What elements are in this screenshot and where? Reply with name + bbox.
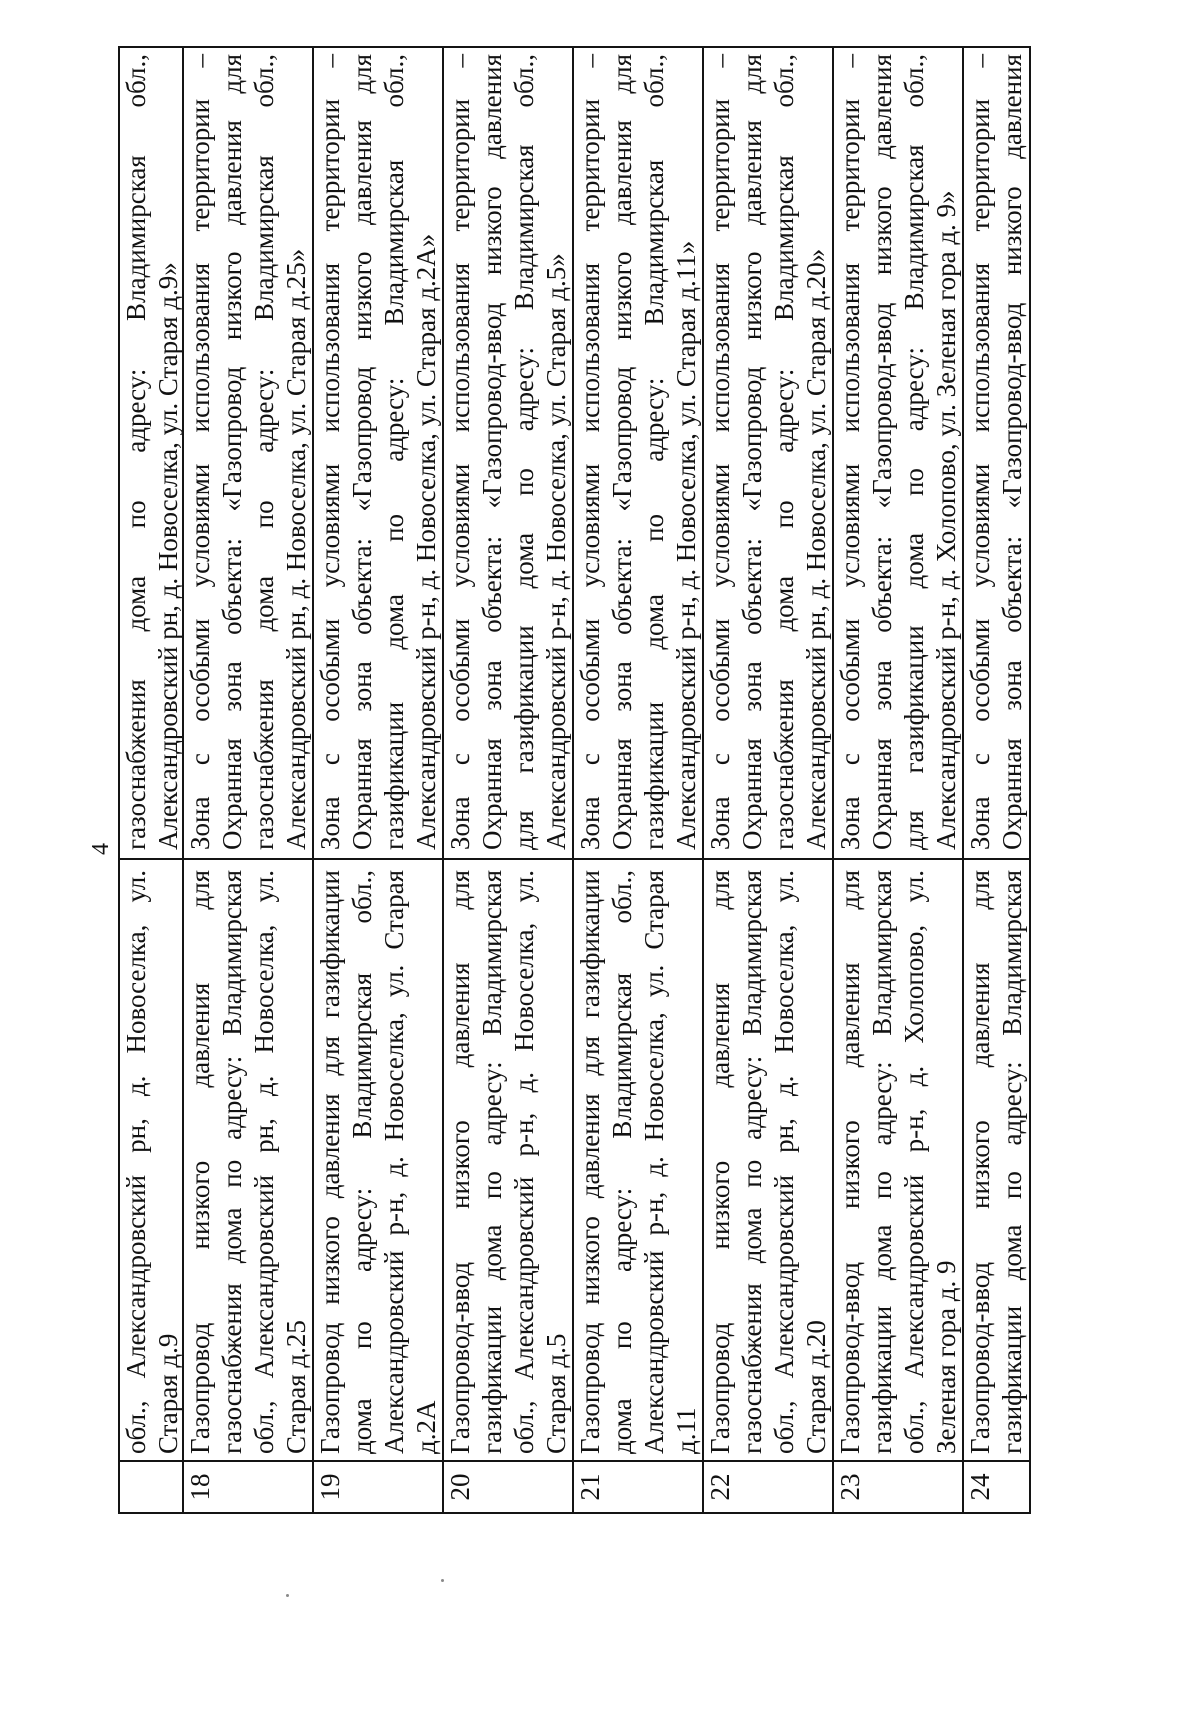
zone-line: Охранная зона объекта: «Газопровод низкого давления для — [737, 54, 767, 850]
row-number-cell — [964, 1460, 1029, 1512]
row-number: 21 — [575, 1473, 605, 1501]
zone-line: Зона с особыми условиями использования территории – — [185, 54, 215, 850]
zone-line: Александровский рн, д. Новоселка, ул. Старая д.9» — [153, 262, 183, 850]
object-line: дома по адресу: Владимирская обл., — [607, 870, 637, 1454]
object-cell — [834, 858, 962, 1460]
zone-line: Охранная зона объекта: «Газопровод низкого давления для — [217, 54, 247, 850]
object-line: газификации дома по адресу: Владимирская — [477, 870, 507, 1454]
zone-line: Зона с особыми условиями использования территории – — [575, 54, 605, 850]
row-number: 19 — [315, 1473, 345, 1501]
zone-cell — [314, 48, 442, 858]
row-number-cell — [704, 1460, 832, 1512]
table-row-22 — [702, 48, 832, 1512]
object-line: Газопровод-ввод низкого давления для — [445, 870, 475, 1454]
object-line: газоснабжения дома по адресу: Владимирская — [737, 870, 767, 1454]
row-number: 24 — [965, 1473, 995, 1501]
object-line: Зеленая гора д. 9 — [931, 1260, 961, 1454]
row-number-cell — [314, 1460, 442, 1512]
table-row-18 — [182, 48, 312, 1512]
object-line: газоснабжения дома по адресу: Владимирская — [217, 870, 247, 1454]
zone-line: для газификации дома по адресу: Владимирская обл., — [509, 54, 539, 850]
scan-speck — [441, 1579, 444, 1582]
object-line: газификации дома по адресу: Владимирская — [867, 870, 897, 1454]
row-number-cell — [120, 1460, 182, 1512]
zone-cell — [184, 48, 312, 858]
zone-line: газоснабжения дома по адресу: Владимирская обл., — [121, 54, 151, 850]
row-number: 22 — [705, 1473, 735, 1501]
zone-line: Охранная зона объекта: «Газопровод-ввод низкого давления — [867, 54, 897, 850]
zone-line: Зона с особыми условиями использования территории – — [965, 54, 995, 850]
object-line: Старая д.9 — [153, 1333, 183, 1454]
object-cell — [120, 858, 182, 1460]
zone-line: газификации дома по адресу: Владимирская обл., — [379, 54, 409, 850]
zone-line: Зона с особыми условиями использования территории – — [835, 54, 865, 850]
zone-cell — [704, 48, 832, 858]
object-line: Старая д.20 — [801, 1320, 831, 1454]
table-row-21 — [572, 48, 702, 1512]
row-number-cell — [574, 1460, 702, 1512]
object-line: обл., Александровский рн, д. Новоселка, ул. — [249, 870, 279, 1454]
object-line: газификации дома по адресу: Владимирская — [997, 870, 1027, 1454]
zone-line: Охранная зона объекта: «Газопровод низкого давления для — [607, 54, 637, 850]
table-row-20 — [442, 48, 572, 1512]
object-line: обл., Александровский рн, д. Новоселка, ул. — [769, 870, 799, 1454]
object-cell — [314, 858, 442, 1460]
row-number: 23 — [835, 1473, 865, 1501]
zone-line: Охранная зона объекта: «Газопровод-ввод низкого давления — [477, 54, 507, 850]
object-cell — [444, 858, 572, 1460]
zone-line: Александровский рн, д. Новоселка, ул. Старая д.20» — [801, 248, 831, 850]
row-number: 18 — [185, 1473, 215, 1501]
row-number-cell — [834, 1460, 962, 1512]
zone-line: газоснабжения дома по адресу: Владимирская обл., — [769, 54, 799, 850]
zone-line: Охранная зона объекта: «Газопровод низкого давления для — [347, 54, 377, 850]
zone-line: Александровский рн, д. Новоселка, ул. Старая д.25» — [281, 248, 311, 850]
zones-table — [118, 46, 1031, 1514]
object-line: дома по адресу: Владимирская обл., — [347, 870, 377, 1454]
zone-line: Зона с особыми условиями использования территории – — [705, 54, 735, 850]
object-line: обл., Александровский рн, д. Новоселка, ул. — [121, 870, 151, 1454]
zone-line: Охранная зона объекта: «Газопровод-ввод низкого давления — [997, 54, 1027, 850]
zone-line: газификации дома по адресу: Владимирская обл., — [639, 54, 669, 850]
object-line: Старая д.5 — [541, 1333, 571, 1454]
zone-cell — [444, 48, 572, 858]
row-number: 20 — [445, 1473, 475, 1501]
zone-cell — [964, 48, 1029, 858]
zone-line: Александровский р-н, д. Холопово, ул. Зеленая гора д. 9» — [931, 190, 961, 850]
object-cell — [574, 858, 702, 1460]
zone-line: газоснабжения дома по адресу: Владимирская обл., — [249, 54, 279, 850]
scan-speck — [286, 1594, 289, 1597]
row-number-cell — [184, 1460, 312, 1512]
table-row-continued — [120, 48, 182, 1512]
zone-cell — [120, 48, 182, 858]
object-line: обл., Александровский р-н, д. Холопово, ул. — [899, 870, 929, 1454]
object-line: Газопровод низкого давления для — [185, 870, 215, 1454]
object-line: д.2А — [411, 1400, 441, 1454]
object-cell — [964, 858, 1029, 1460]
zone-line: Александровский р-н, д. Новоселка, ул. Старая д.11» — [671, 240, 701, 850]
object-line: Газопровод-ввод низкого давления для — [965, 870, 995, 1454]
object-cell — [704, 858, 832, 1460]
zone-line: Александровский р-н, д. Новоселка, ул. Старая д.2А» — [411, 233, 441, 850]
zone-line: Зона с особыми условиями использования территории – — [445, 54, 475, 850]
object-line: Старая д.25 — [281, 1320, 311, 1454]
object-cell — [184, 858, 312, 1460]
object-line: Газопровод низкого давления для — [705, 870, 735, 1454]
zone-cell — [574, 48, 702, 858]
zone-line: Александровский р-н, д. Новоселка, ул. Старая д.5» — [541, 253, 571, 850]
object-line: Газопровод низкого давления для газификации — [575, 870, 605, 1454]
object-line: Газопровод-ввод низкого давления для — [835, 870, 865, 1454]
table-row-19 — [312, 48, 442, 1512]
table-row-23 — [832, 48, 962, 1512]
object-line: Александровский р-н, д. Новоселка, ул. Старая — [639, 870, 669, 1454]
object-line: д.11 — [671, 1407, 701, 1454]
row-number-cell — [444, 1460, 572, 1512]
table-row-24 — [962, 48, 1029, 1512]
zone-cell — [834, 48, 962, 858]
object-line: Александровский р-н, д. Новоселка, ул. Старая — [379, 870, 409, 1454]
zone-line: Зона с особыми условиями использования территории – — [315, 54, 345, 850]
zone-line: для газификации дома по адресу: Владимирская обл., — [899, 54, 929, 850]
page-number: 4 — [88, 843, 114, 855]
object-line: обл., Александровский р-н, д. Новоселка, ул. — [509, 870, 539, 1454]
object-line: Газопровод низкого давления для газификации — [315, 870, 345, 1454]
